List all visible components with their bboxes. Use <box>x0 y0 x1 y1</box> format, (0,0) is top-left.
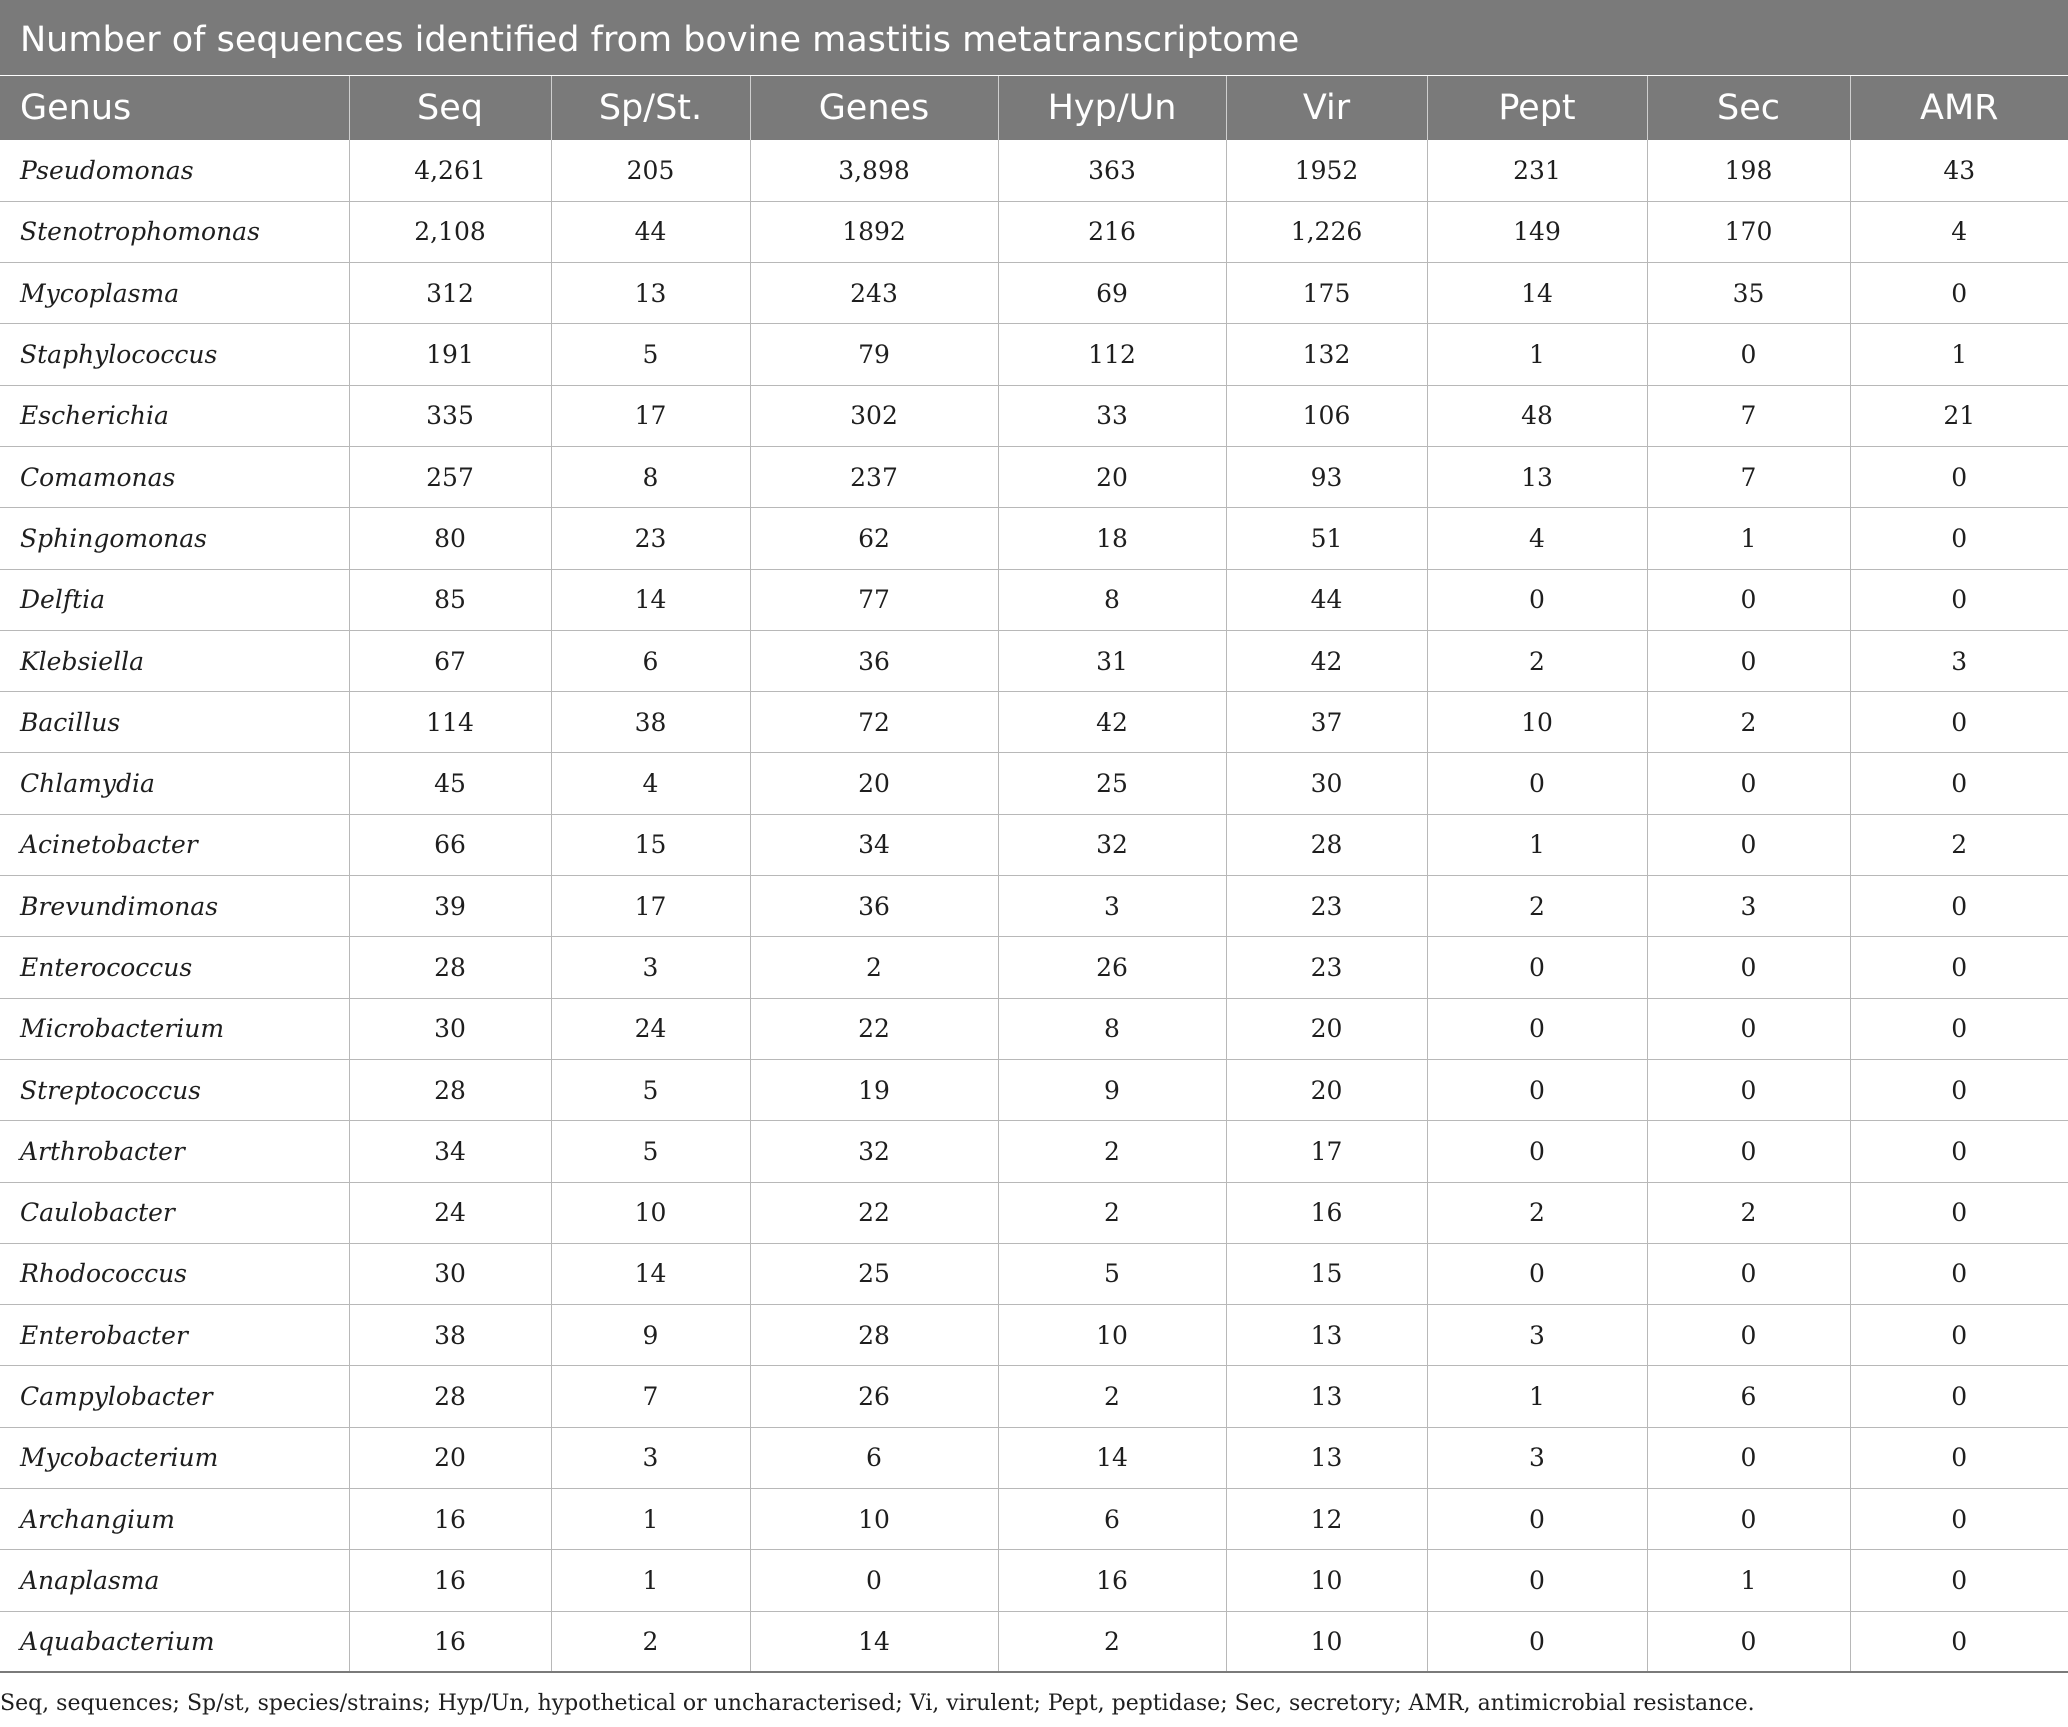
value-cell: 28 <box>1226 814 1427 875</box>
value-cell: 38 <box>349 1305 551 1366</box>
value-cell: 93 <box>1226 446 1427 507</box>
value-cell: 4 <box>551 753 750 814</box>
value-cell: 205 <box>551 140 750 201</box>
value-cell: 198 <box>1647 140 1850 201</box>
table-row <box>0 1059 2068 1120</box>
value-cell: 216 <box>998 201 1226 262</box>
value-cell: 2 <box>998 1121 1226 1182</box>
column-header: Seq <box>349 76 551 140</box>
genus-cell: Escherichia <box>0 385 349 446</box>
value-cell: 13 <box>1427 446 1647 507</box>
value-cell: 0 <box>1850 692 2068 753</box>
value-cell: 5 <box>551 324 750 385</box>
value-cell: 0 <box>1647 814 1850 875</box>
value-cell: 0 <box>1850 1611 2068 1672</box>
value-cell: 0 <box>1850 1366 2068 1427</box>
table-title: Number of sequences identified from bovine mastitis metatranscriptome <box>0 0 2068 76</box>
value-cell: 25 <box>750 1243 998 1304</box>
table-row <box>0 1243 2068 1304</box>
value-cell: 15 <box>551 814 750 875</box>
genus-cell: Arthrobacter <box>0 1121 349 1182</box>
value-cell: 149 <box>1427 201 1647 262</box>
value-cell: 30 <box>349 1243 551 1304</box>
value-cell: 0 <box>1850 937 2068 998</box>
value-cell: 3 <box>551 937 750 998</box>
value-cell: 35 <box>1647 263 1850 324</box>
genus-cell: Staphylococcus <box>0 324 349 385</box>
value-cell: 8 <box>998 998 1226 1059</box>
value-cell: 0 <box>1850 1059 2068 1120</box>
value-cell: 0 <box>1850 1550 2068 1611</box>
value-cell: 42 <box>998 692 1226 753</box>
value-cell: 48 <box>1427 385 1647 446</box>
value-cell: 13 <box>1226 1305 1427 1366</box>
value-cell: 0 <box>1647 1305 1850 1366</box>
value-cell: 0 <box>1850 753 2068 814</box>
value-cell: 335 <box>349 385 551 446</box>
table-row <box>0 1611 2068 1672</box>
value-cell: 33 <box>998 385 1226 446</box>
value-cell: 112 <box>998 324 1226 385</box>
value-cell: 79 <box>750 324 998 385</box>
value-cell: 14 <box>551 1243 750 1304</box>
value-cell: 0 <box>1850 446 2068 507</box>
genus-cell: Comamonas <box>0 446 349 507</box>
value-cell: 363 <box>998 140 1226 201</box>
value-cell: 7 <box>1647 446 1850 507</box>
value-cell: 1 <box>1427 324 1647 385</box>
value-cell: 80 <box>349 508 551 569</box>
value-cell: 0 <box>1850 1305 2068 1366</box>
value-cell: 19 <box>750 1059 998 1120</box>
value-cell: 32 <box>750 1121 998 1182</box>
value-cell: 28 <box>349 937 551 998</box>
value-cell: 30 <box>349 998 551 1059</box>
value-cell: 4,261 <box>349 140 551 201</box>
value-cell: 0 <box>1647 998 1850 1059</box>
value-cell: 43 <box>1850 140 2068 201</box>
table-row <box>0 385 2068 446</box>
column-header: Genes <box>750 76 998 140</box>
genus-cell: Pseudomonas <box>0 140 349 201</box>
value-cell: 0 <box>1647 1489 1850 1550</box>
column-header: Sec <box>1647 76 1850 140</box>
table-row <box>0 569 2068 630</box>
value-cell: 5 <box>551 1121 750 1182</box>
value-cell: 257 <box>349 446 551 507</box>
column-header: Hyp/Un <box>998 76 1226 140</box>
value-cell: 20 <box>1226 998 1427 1059</box>
value-cell: 23 <box>1226 937 1427 998</box>
genus-cell: Brevundimonas <box>0 876 349 937</box>
table-row <box>0 876 2068 937</box>
value-cell: 17 <box>551 876 750 937</box>
value-cell: 0 <box>1850 876 2068 937</box>
table-row <box>0 1366 2068 1427</box>
value-cell: 10 <box>1226 1550 1427 1611</box>
value-cell: 14 <box>551 569 750 630</box>
value-cell: 26 <box>750 1366 998 1427</box>
value-cell: 175 <box>1226 263 1427 324</box>
genus-cell: Mycoplasma <box>0 263 349 324</box>
value-cell: 231 <box>1427 140 1647 201</box>
value-cell: 8 <box>998 569 1226 630</box>
table-row <box>0 937 2068 998</box>
value-cell: 66 <box>349 814 551 875</box>
value-cell: 0 <box>1427 1611 1647 1672</box>
value-cell: 0 <box>1647 1427 1850 1488</box>
value-cell: 237 <box>750 446 998 507</box>
genus-cell: Anaplasma <box>0 1550 349 1611</box>
value-cell: 0 <box>1647 937 1850 998</box>
value-cell: 9 <box>998 1059 1226 1120</box>
value-cell: 132 <box>1226 324 1427 385</box>
table-row <box>0 998 2068 1059</box>
value-cell: 0 <box>1427 1059 1647 1120</box>
value-cell: 36 <box>750 876 998 937</box>
value-cell: 25 <box>998 753 1226 814</box>
value-cell: 9 <box>551 1305 750 1366</box>
genus-cell: Rhodococcus <box>0 1243 349 1304</box>
value-cell: 22 <box>750 1182 998 1243</box>
value-cell: 0 <box>1647 1059 1850 1120</box>
value-cell: 26 <box>998 937 1226 998</box>
value-cell: 2 <box>1647 692 1850 753</box>
value-cell: 1 <box>1647 508 1850 569</box>
table-row <box>0 263 2068 324</box>
value-cell: 0 <box>1647 753 1850 814</box>
value-cell: 3 <box>551 1427 750 1488</box>
value-cell: 16 <box>349 1489 551 1550</box>
value-cell: 10 <box>998 1305 1226 1366</box>
value-cell: 22 <box>750 998 998 1059</box>
column-header: Pept <box>1427 76 1647 140</box>
value-cell: 67 <box>349 630 551 691</box>
value-cell: 42 <box>1226 630 1427 691</box>
value-cell: 20 <box>1226 1059 1427 1120</box>
table-body <box>0 140 2068 1672</box>
value-cell: 38 <box>551 692 750 753</box>
value-cell: 23 <box>551 508 750 569</box>
value-cell: 2 <box>998 1366 1226 1427</box>
column-header: Sp/St. <box>551 76 750 140</box>
value-cell: 1 <box>551 1550 750 1611</box>
value-cell: 1 <box>551 1489 750 1550</box>
genus-cell: Streptococcus <box>0 1059 349 1120</box>
value-cell: 24 <box>551 998 750 1059</box>
value-cell: 24 <box>349 1182 551 1243</box>
value-cell: 2 <box>1427 630 1647 691</box>
value-cell: 16 <box>349 1550 551 1611</box>
genus-cell: Archangium <box>0 1489 349 1550</box>
value-cell: 28 <box>349 1059 551 1120</box>
table-row <box>0 1182 2068 1243</box>
value-cell: 34 <box>349 1121 551 1182</box>
table-row <box>0 508 2068 569</box>
value-cell: 17 <box>1226 1121 1427 1182</box>
value-cell: 28 <box>349 1366 551 1427</box>
value-cell: 51 <box>1226 508 1427 569</box>
value-cell: 0 <box>1850 263 2068 324</box>
value-cell: 2 <box>1850 814 2068 875</box>
value-cell: 17 <box>551 385 750 446</box>
value-cell: 23 <box>1226 876 1427 937</box>
table-row <box>0 814 2068 875</box>
value-cell: 0 <box>750 1550 998 1611</box>
value-cell: 0 <box>1647 1121 1850 1182</box>
value-cell: 0 <box>1850 1121 2068 1182</box>
table-footnote: Seq, sequences; Sp/st, species/strains; Hyp/Un, hypothetical or uncharacterised; Vi, virulent; Pept, peptidase; Sec, secretory; AMR, antimicrobial resistance. <box>0 1691 1755 1717</box>
value-cell: 0 <box>1647 1611 1850 1672</box>
value-cell: 2 <box>998 1182 1226 1243</box>
value-cell: 85 <box>349 569 551 630</box>
value-cell: 16 <box>998 1550 1226 1611</box>
value-cell: 1 <box>1427 814 1647 875</box>
genus-cell: Bacillus <box>0 692 349 753</box>
value-cell: 0 <box>1427 998 1647 1059</box>
value-cell: 2 <box>1427 1182 1647 1243</box>
value-cell: 34 <box>750 814 998 875</box>
value-cell: 32 <box>998 814 1226 875</box>
value-cell: 31 <box>998 630 1226 691</box>
value-cell: 37 <box>1226 692 1427 753</box>
genus-cell: Enterobacter <box>0 1305 349 1366</box>
value-cell: 0 <box>1647 1243 1850 1304</box>
value-cell: 1 <box>1427 1366 1647 1427</box>
value-cell: 28 <box>750 1305 998 1366</box>
value-cell: 10 <box>1427 692 1647 753</box>
column-header: AMR <box>1850 76 2068 140</box>
value-cell: 0 <box>1427 937 1647 998</box>
value-cell: 20 <box>349 1427 551 1488</box>
value-cell: 0 <box>1427 1550 1647 1611</box>
value-cell: 114 <box>349 692 551 753</box>
value-cell: 0 <box>1850 1489 2068 1550</box>
value-cell: 10 <box>750 1489 998 1550</box>
genus-cell: Microbacterium <box>0 998 349 1059</box>
value-cell: 6 <box>1647 1366 1850 1427</box>
value-cell: 62 <box>750 508 998 569</box>
value-cell: 0 <box>1647 324 1850 385</box>
table-row <box>0 753 2068 814</box>
genus-cell: Delftia <box>0 569 349 630</box>
value-cell: 7 <box>551 1366 750 1427</box>
column-header: Vir <box>1226 76 1427 140</box>
genus-cell: Aquabacterium <box>0 1611 349 1672</box>
value-cell: 6 <box>551 630 750 691</box>
table-row <box>0 446 2068 507</box>
value-cell: 1952 <box>1226 140 1427 201</box>
genus-cell: Klebsiella <box>0 630 349 691</box>
value-cell: 0 <box>1427 753 1647 814</box>
value-cell: 12 <box>1226 1489 1427 1550</box>
value-cell: 13 <box>1226 1366 1427 1427</box>
value-cell: 10 <box>551 1182 750 1243</box>
value-cell: 5 <box>998 1243 1226 1304</box>
value-cell: 5 <box>551 1059 750 1120</box>
value-cell: 44 <box>551 201 750 262</box>
genus-cell: Sphingomonas <box>0 508 349 569</box>
data-table <box>0 76 2068 1673</box>
value-cell: 1,226 <box>1226 201 1427 262</box>
value-cell: 3 <box>1647 876 1850 937</box>
genus-cell: Caulobacter <box>0 1182 349 1243</box>
value-cell: 0 <box>1850 1243 2068 1304</box>
value-cell: 44 <box>1226 569 1427 630</box>
table-row <box>0 140 2068 201</box>
value-cell: 0 <box>1427 1489 1647 1550</box>
value-cell: 20 <box>998 446 1226 507</box>
value-cell: 2 <box>998 1611 1226 1672</box>
value-cell: 1 <box>1850 324 2068 385</box>
value-cell: 0 <box>1427 1121 1647 1182</box>
value-cell: 0 <box>1850 1182 2068 1243</box>
value-cell: 69 <box>998 263 1226 324</box>
value-cell: 2 <box>750 937 998 998</box>
value-cell: 36 <box>750 630 998 691</box>
table-row <box>0 692 2068 753</box>
table-row <box>0 1427 2068 1488</box>
value-cell: 6 <box>998 1489 1226 1550</box>
value-cell: 302 <box>750 385 998 446</box>
table-row <box>0 1305 2068 1366</box>
genus-cell: Chlamydia <box>0 753 349 814</box>
value-cell: 10 <box>1226 1611 1427 1672</box>
value-cell: 312 <box>349 263 551 324</box>
value-cell: 2,108 <box>349 201 551 262</box>
table-row <box>0 1489 2068 1550</box>
value-cell: 191 <box>349 324 551 385</box>
value-cell: 0 <box>1647 630 1850 691</box>
value-cell: 45 <box>349 753 551 814</box>
value-cell: 3,898 <box>750 140 998 201</box>
value-cell: 3 <box>1427 1427 1647 1488</box>
value-cell: 16 <box>349 1611 551 1672</box>
value-cell: 13 <box>551 263 750 324</box>
value-cell: 7 <box>1647 385 1850 446</box>
value-cell: 4 <box>1427 508 1647 569</box>
genus-cell: Campylobacter <box>0 1366 349 1427</box>
value-cell: 243 <box>750 263 998 324</box>
table-row <box>0 324 2068 385</box>
value-cell: 6 <box>750 1427 998 1488</box>
table-row <box>0 201 2068 262</box>
value-cell: 3 <box>1427 1305 1647 1366</box>
value-cell: 4 <box>1850 201 2068 262</box>
value-cell: 1892 <box>750 201 998 262</box>
value-cell: 2 <box>1427 876 1647 937</box>
value-cell: 3 <box>1850 630 2068 691</box>
value-cell: 15 <box>1226 1243 1427 1304</box>
header-row <box>0 76 2068 140</box>
value-cell: 0 <box>1850 1427 2068 1488</box>
value-cell: 2 <box>1647 1182 1850 1243</box>
value-cell: 2 <box>551 1611 750 1672</box>
value-cell: 14 <box>750 1611 998 1672</box>
value-cell: 8 <box>551 446 750 507</box>
genus-cell: Stenotrophomonas <box>0 201 349 262</box>
value-cell: 0 <box>1427 569 1647 630</box>
value-cell: 1 <box>1647 1550 1850 1611</box>
value-cell: 13 <box>1226 1427 1427 1488</box>
genus-cell: Acinetobacter <box>0 814 349 875</box>
genus-cell: Mycobacterium <box>0 1427 349 1488</box>
value-cell: 72 <box>750 692 998 753</box>
value-cell: 0 <box>1850 508 2068 569</box>
value-cell: 30 <box>1226 753 1427 814</box>
value-cell: 0 <box>1647 569 1850 630</box>
column-header: Genus <box>0 76 349 140</box>
value-cell: 21 <box>1850 385 2068 446</box>
value-cell: 106 <box>1226 385 1427 446</box>
value-cell: 20 <box>750 753 998 814</box>
value-cell: 0 <box>1850 998 2068 1059</box>
value-cell: 0 <box>1427 1243 1647 1304</box>
value-cell: 18 <box>998 508 1226 569</box>
value-cell: 16 <box>1226 1182 1427 1243</box>
table-row <box>0 630 2068 691</box>
value-cell: 77 <box>750 569 998 630</box>
value-cell: 39 <box>349 876 551 937</box>
table-row <box>0 1550 2068 1611</box>
genus-cell: Enterococcus <box>0 937 349 998</box>
value-cell: 3 <box>998 876 1226 937</box>
value-cell: 0 <box>1850 569 2068 630</box>
table-row <box>0 1121 2068 1182</box>
value-cell: 14 <box>1427 263 1647 324</box>
value-cell: 14 <box>998 1427 1226 1488</box>
value-cell: 170 <box>1647 201 1850 262</box>
